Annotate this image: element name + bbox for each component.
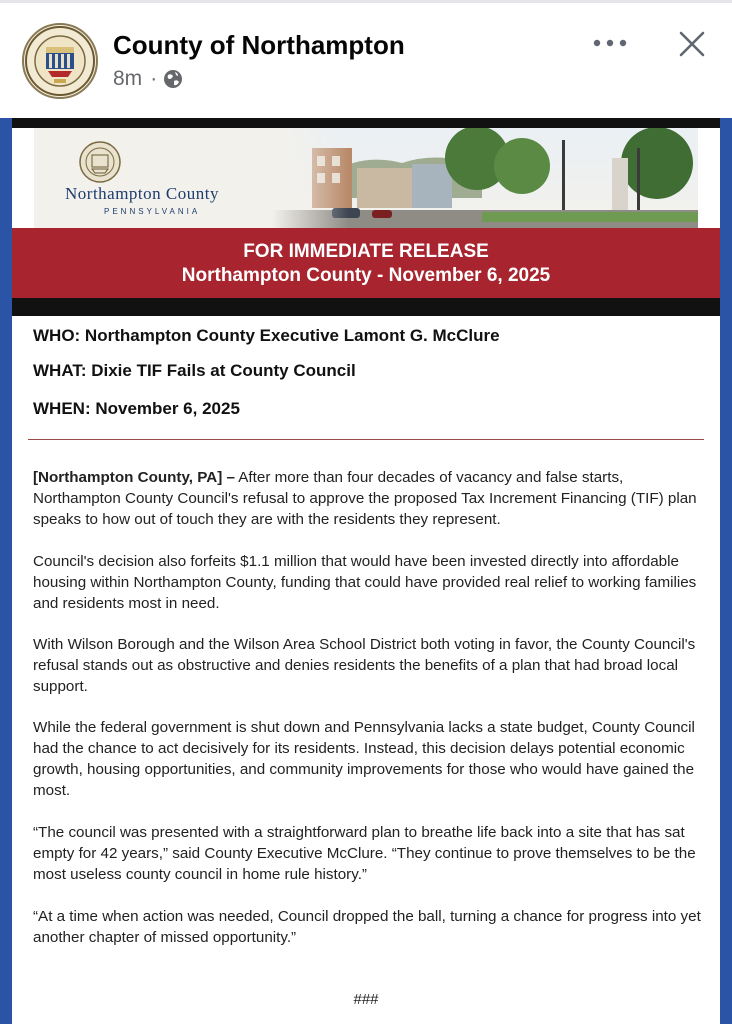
what-line: WHAT: Dixie TIF Fails at County Council	[33, 361, 356, 380]
post-meta	[113, 67, 183, 91]
paragraph-6-quote: “At a time when action was needed, Council dropped the ball, turning a chance for progress into yet another chapter of missed opportunity.”	[33, 908, 701, 946]
who-line: WHO: Northampton County Executive Lamont G. McClure	[33, 326, 500, 345]
close-button[interactable]	[672, 24, 712, 64]
banner-county-name: Northampton County	[65, 184, 219, 203]
more-horizontal-icon	[593, 39, 627, 47]
end-mark: ###	[353, 991, 379, 1008]
paragraph-2: Council's decision also forfeits $1.1 million that would have been invested directly into affordable housing within Northampton County, funding that could have provided real relief to working families and residents most in need.	[33, 553, 697, 612]
meta-separator: ·	[150, 67, 158, 90]
more-options-button[interactable]	[588, 26, 632, 60]
page-avatar[interactable]	[22, 23, 98, 99]
top-divider	[0, 0, 732, 3]
close-icon	[678, 30, 706, 58]
town-street-photo	[272, 128, 698, 228]
paragraph-1	[33, 467, 707, 530]
banner-state: PENNSYLVANIA	[104, 207, 201, 216]
press-release-document	[12, 118, 720, 1024]
when-line: WHEN: November 6, 2025	[33, 399, 240, 418]
county-banner	[34, 128, 698, 228]
post-header	[0, 0, 732, 118]
post-time[interactable]: 8m	[113, 67, 143, 90]
post-image[interactable]	[0, 118, 732, 1024]
paragraph-4: While the federal government is shut down and Pennsylvania lacks a state budget, County Council had the chance to act decisively for its residents. Instead, this decision delays potential economic growth, housing opportunities, and community improvements for those who would have gained the most.	[33, 719, 695, 799]
county-seal-icon	[78, 140, 122, 184]
release-header	[12, 228, 720, 298]
release-title: FOR IMMEDIATE RELEASE	[243, 241, 489, 262]
globe-icon[interactable]	[163, 69, 183, 89]
section-divider	[28, 439, 704, 440]
paragraph-3: With Wilson Borough and the Wilson Area School District both voting in favor, the County Council's refusal stands out as obstructive and denies residents the benefits of a plan that had broad local support.	[33, 636, 696, 695]
county-seal-logo	[24, 25, 96, 97]
document-top-border	[12, 118, 720, 128]
paragraph-1-text: After more than four decades of vacancy and false starts, Northampton County Council's refusal to approve the proposed Tax Increment Financing (TIF) plan speaks to how out of touch they are with the residents they represent.	[33, 469, 697, 528]
page-name[interactable]: County of Northampton	[113, 30, 405, 60]
paragraph-5-quote: “The council was presented with a straightforward plan to breathe life back into a site that has sat empty for 42 years,” said County Executive McClure. “They continue to prove themselves to be the most useless county council in home rule history.”	[33, 824, 696, 883]
release-bottom-border	[12, 298, 720, 316]
dateline: [Northampton County, PA] –	[33, 469, 235, 486]
release-subtitle: Northampton County - November 6, 2025	[181, 265, 551, 286]
